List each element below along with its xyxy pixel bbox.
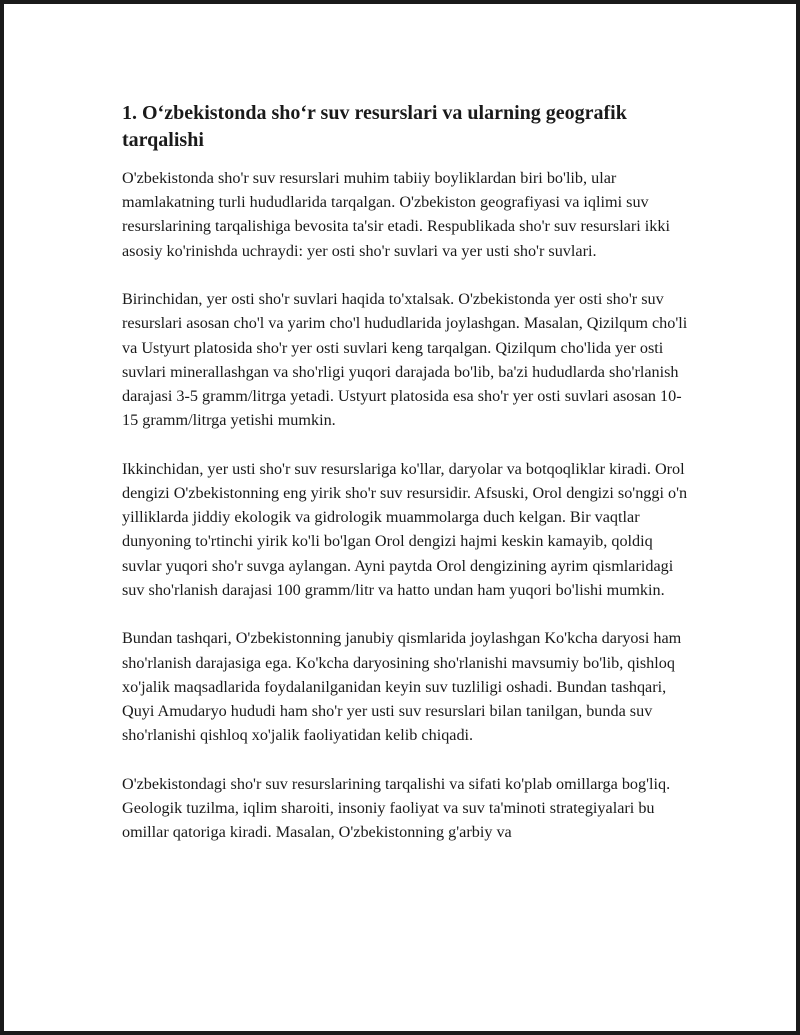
paragraph-groundwater: Birinchidan, yer osti sho'r suvlari haqida to'xtalsak. O'zbekistonda yer osti sho'r suv resurslari asosan cho'l va yarim cho'l hududlarida joylashgan. Masalan, Qizilqum cho'li va Ustyurt platosida sho'r yer osti suvlari keng tarqalgan. Qizilqum cho'lida yer osti suvlari minerallashgan va sho'rligi yuqori darajada bo'lib, ba'zi hududlarda sho'rlanish darajasi 3-5 gramm/litrga yetadi. Ustyurt platosida esa sho'r yer osti suvlari asosan 10-15 gramm/litrga yetishi mumkin. [122,290,688,430]
section-heading: 1. O‘zbekistonda sho‘r suv resurslari va ularning geografik tarqalishi [122,102,627,151]
paragraph-kokcha-river: Bundan tashqari, O'zbekistonning janubiy qismlarida joylashgan Ko'kcha daryosi ham sho'rlanish darajasiga ega. Ko'kcha daryosining sho'rlanishi mavsumiy bo'lib, qishloq xo'jalik maqsadlarida foydalanilganidan keyin suv tuzliligi oshadi. Bundan tashqari, Quyi Amudaryo hududi ham sho'r yer usti suv resurslari bilan tanilgan, bunda suv sho'rlanishi qishloq xo'jalik faoliyatidan kelib chiqadi. [122,629,682,745]
paragraph-intro: O'zbekistonda sho'r suv resurslari muhim tabiiy boyliklardan biri bo'lib, ular mamlakatning turli hududlarida tarqalgan. O'zbekiston geografiyasi va iqlimi suv resurslarining tarqalishiga bevosita ta'sir etadi. Respublikada sho'r suv resurslari ikki asosiy ko'rinishda uchraydi: yer osti sho'r suvlari va yer usti sho'r suvlari. [122,169,670,260]
paragraph-surface-water: Ikkinchidan, yer usti sho'r suv resurslariga ko'llar, daryolar va botqoqliklar kiradi. Orol dengizi O'zbekistonning eng yirik sho'r suv resursidir. Afsuski, Orol dengizi so'nggi o'n yilliklarda jiddiy ekologik va gidrologik muammolarga duch kelgan. Bir vaqtlar dunyoning to'rtinchi yirik ko'li bo'lgan Orol dengizi hajmi keskin kamayib, qoldiq suvlar yuqori sho'r suvga aylangan. Ayni paytda Orol dengizining ayrim qismlaridagi suv sho'rlanish darajasi 100 gramm/litr va hatto undan ham yuqori bo'lishi mumkin. [122,459,688,599]
document-body [122,100,692,869]
paragraph-factors: O'zbekistondagi sho'r suv resurslarining tarqalishi va sifati ko'plab omillarga bog'liq. Geologik tuzilma, iqlim sharoiti, insoniy faoliyat va suv ta'minoti strategiyalari bu omillar qatoriga kiradi. Masalan, O'zbekistonning g'arbiy va [122,774,671,842]
